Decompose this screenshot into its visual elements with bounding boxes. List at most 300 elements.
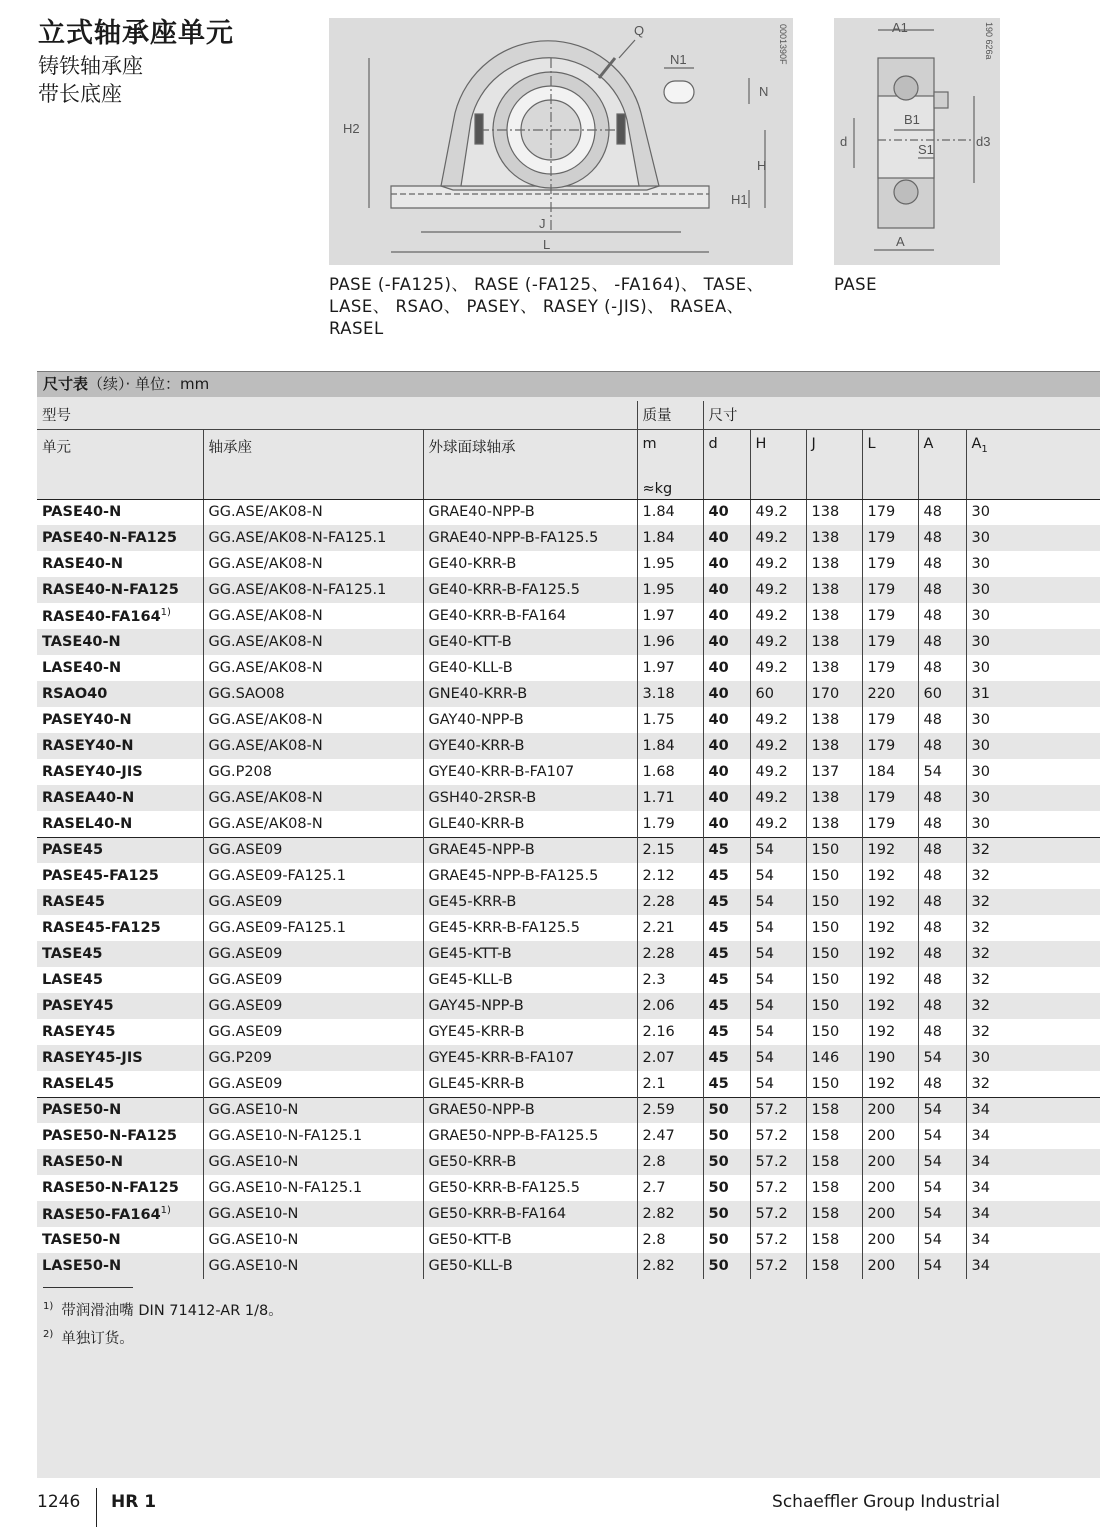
cell-housing: GG.ASE/AK08-N	[203, 707, 423, 733]
cell-h: 54	[750, 915, 806, 941]
cell-d: 45	[703, 837, 750, 863]
cell-a: 48	[918, 525, 966, 551]
page-number: 1246	[37, 1492, 81, 1512]
cell-d: 45	[703, 941, 750, 967]
cell-l: 179	[862, 525, 918, 551]
cell-h: 57.2	[750, 1201, 806, 1227]
cell-l: 192	[862, 915, 918, 941]
cell-m: 2.28	[637, 889, 703, 915]
footnote-2-mark: 2)	[43, 1328, 54, 1340]
cell-bearing: GLE40-KRR-B	[423, 811, 637, 837]
cell-a1: 30	[966, 577, 1100, 603]
cell-unit	[37, 759, 203, 785]
header-unit: 单元	[37, 429, 203, 469]
cell-l: 200	[862, 1097, 918, 1123]
table-row	[37, 603, 1100, 629]
cell-m: 1.84	[637, 525, 703, 551]
cell-l: 179	[862, 499, 918, 525]
cell-unit-text: RASEY45-JIS	[42, 1050, 143, 1066]
cell-l: 192	[862, 941, 918, 967]
cell-j: 138	[806, 603, 862, 629]
table-row	[37, 525, 1100, 551]
cell-bearing: GE45-KRR-B-FA125.5	[423, 915, 637, 941]
header-kg: ≈kg	[637, 469, 703, 499]
table-row	[37, 889, 1100, 915]
cell-j: 138	[806, 785, 862, 811]
header-housing: 轴承座	[203, 429, 423, 469]
footer-separator	[96, 1488, 97, 1527]
cell-j: 158	[806, 1253, 862, 1279]
footnote-2-text: 单独订货。	[61, 1330, 134, 1347]
cell-l: 179	[862, 811, 918, 837]
caption-line-1: PASE (-FA125)、 RASE (-FA125、 -FA164)、 TASE、	[329, 275, 764, 294]
cell-h: 57.2	[750, 1123, 806, 1149]
catalog-code: HR 1	[111, 1492, 157, 1512]
table-row	[37, 629, 1100, 655]
cell-a1: 30	[966, 629, 1100, 655]
cell-housing: GG.ASE09	[203, 993, 423, 1019]
cell-bearing: GNE40-KRR-B	[423, 681, 637, 707]
cell-j: 158	[806, 1123, 862, 1149]
header-A1-base: A	[971, 435, 982, 452]
cell-j: 138	[806, 525, 862, 551]
cell-a1: 34	[966, 1149, 1100, 1175]
table-row	[37, 811, 1100, 837]
cell-m: 2.1	[637, 1071, 703, 1097]
company-name: Schaeffler Group Industrial	[772, 1492, 1000, 1512]
label-n: N	[759, 84, 769, 99]
table-row	[37, 1175, 1100, 1201]
cell-d: 45	[703, 1045, 750, 1071]
cell-m: 1.96	[637, 629, 703, 655]
cell-h: 54	[750, 863, 806, 889]
cell-l: 192	[862, 889, 918, 915]
cell-h: 49.2	[750, 525, 806, 551]
cell-l: 179	[862, 577, 918, 603]
cell-j: 158	[806, 1149, 862, 1175]
label-q: Q	[634, 23, 645, 38]
table-row	[37, 1253, 1100, 1279]
section-view-drawing	[834, 18, 1000, 265]
cell-j: 138	[806, 577, 862, 603]
cell-h: 57.2	[750, 1097, 806, 1123]
cell-d: 40	[703, 499, 750, 525]
cell-a: 48	[918, 629, 966, 655]
cell-unit-text: RASEL40-N	[42, 815, 133, 832]
cell-m: 1.75	[637, 707, 703, 733]
pillow-block-svg	[329, 18, 793, 265]
header-bearing: 外球面球轴承	[423, 429, 637, 469]
cell-unit	[37, 681, 203, 707]
cell-l: 192	[862, 967, 918, 993]
cell-bearing: GYE45-KRR-B-FA107	[423, 1045, 637, 1071]
label-h1: H1	[731, 192, 748, 207]
cell-d: 50	[703, 1149, 750, 1175]
cell-unit	[37, 967, 203, 993]
cell-unit-text: RASE50-N-FA125	[42, 1180, 179, 1196]
cell-a: 54	[918, 1045, 966, 1071]
table-row	[37, 733, 1100, 759]
cell-l: 200	[862, 1227, 918, 1253]
cell-unit	[37, 1227, 203, 1253]
cell-m: 3.18	[637, 681, 703, 707]
table-banner-subtitle: （续）· 单位：mm	[88, 375, 210, 393]
cell-d: 40	[703, 629, 750, 655]
cell-j: 158	[806, 1227, 862, 1253]
drawing-code-right: 190 626a	[984, 22, 994, 60]
cell-d: 50	[703, 1123, 750, 1149]
table-row	[37, 967, 1100, 993]
cell-l: 190	[862, 1045, 918, 1071]
label-s1: S1	[918, 142, 934, 157]
cell-unit-text: TASE40-N	[42, 634, 121, 650]
cell-unit-text: LASE40-N	[42, 660, 122, 676]
cell-m: 1.79	[637, 811, 703, 837]
cell-a: 54	[918, 1097, 966, 1123]
cell-unit-text: PASE50-N-FA125	[42, 1128, 177, 1144]
cell-a1: 32	[966, 863, 1100, 889]
table-row	[37, 499, 1100, 525]
cell-housing: GG.P208	[203, 759, 423, 785]
cell-l: 179	[862, 707, 918, 733]
cell-unit	[37, 889, 203, 915]
footnote-ref: 1)	[160, 607, 171, 619]
label-n1: N1	[670, 52, 687, 67]
cell-d: 45	[703, 889, 750, 915]
cell-a1: 30	[966, 785, 1100, 811]
cell-a: 48	[918, 1071, 966, 1097]
cell-j: 138	[806, 733, 862, 759]
subtitle-line-2: 带长底座	[38, 82, 122, 106]
cell-l: 200	[862, 1149, 918, 1175]
cell-unit-text: RASE40-N-FA125	[42, 582, 179, 598]
cell-unit	[37, 1253, 203, 1279]
cell-bearing: GSH40-2RSR-B	[423, 785, 637, 811]
table-row	[37, 655, 1100, 681]
cell-unit-text: RASE50-N	[42, 1154, 124, 1170]
caption-line-3: RASEL	[329, 319, 384, 338]
cell-a: 48	[918, 1019, 966, 1045]
cell-unit-text: RASEY45	[42, 1024, 116, 1040]
cell-m: 1.95	[637, 577, 703, 603]
cell-m: 2.3	[637, 967, 703, 993]
cell-d: 40	[703, 525, 750, 551]
cell-m: 2.47	[637, 1123, 703, 1149]
cell-j: 138	[806, 811, 862, 837]
cell-l: 184	[862, 759, 918, 785]
label-h: H	[757, 158, 767, 173]
cell-bearing: GE40-KRR-B-FA125.5	[423, 577, 637, 603]
cell-a1: 34	[966, 1097, 1100, 1123]
cell-unit	[37, 499, 203, 525]
cell-a1: 32	[966, 889, 1100, 915]
table-row	[37, 551, 1100, 577]
cell-bearing: GRAE45-NPP-B	[423, 837, 637, 863]
cell-a1: 30	[966, 1045, 1100, 1071]
cell-bearing: GE45-KLL-B	[423, 967, 637, 993]
cell-housing: GG.ASE09-FA125.1	[203, 915, 423, 941]
table-row	[37, 1123, 1100, 1149]
caption-line-2: LASE、 RSAO、 PASEY、 RASEY (-JIS)、 RASEA、	[329, 297, 744, 316]
cell-a1: 31	[966, 681, 1100, 707]
cell-a: 48	[918, 655, 966, 681]
cell-j: 150	[806, 889, 862, 915]
cell-a: 48	[918, 577, 966, 603]
cell-a1: 32	[966, 1071, 1100, 1097]
cell-housing: GG.ASE09	[203, 1019, 423, 1045]
cell-bearing: GE50-KRR-B-FA164	[423, 1201, 637, 1227]
title-block	[38, 16, 234, 108]
cell-bearing: GE50-KLL-B	[423, 1253, 637, 1279]
cell-unit	[37, 863, 203, 889]
cell-a: 48	[918, 837, 966, 863]
cell-h: 54	[750, 1071, 806, 1097]
cell-d: 45	[703, 915, 750, 941]
cell-unit	[37, 733, 203, 759]
table-row	[37, 863, 1100, 889]
cell-h: 54	[750, 1045, 806, 1071]
table-row	[37, 1149, 1100, 1175]
cell-bearing: GRAE40-NPP-B	[423, 499, 637, 525]
cell-a1: 30	[966, 733, 1100, 759]
cell-a: 54	[918, 1175, 966, 1201]
cell-d: 45	[703, 1071, 750, 1097]
cell-unit-text: PASE50-N	[42, 1102, 122, 1119]
table-row	[37, 1201, 1100, 1227]
drawing-caption-left	[329, 274, 799, 340]
cell-j: 138	[806, 551, 862, 577]
cell-unit	[37, 1201, 203, 1227]
header-m: m	[637, 429, 703, 469]
table-row	[37, 1071, 1100, 1097]
table-row	[37, 785, 1100, 811]
cell-unit-text: LASE45	[42, 972, 103, 988]
cell-a1: 34	[966, 1227, 1100, 1253]
cell-j: 138	[806, 655, 862, 681]
cell-unit	[37, 941, 203, 967]
cell-a: 48	[918, 889, 966, 915]
cell-unit-text: LASE50-N	[42, 1258, 122, 1274]
cell-bearing: GE40-KTT-B	[423, 629, 637, 655]
footnote-2	[43, 1323, 283, 1351]
cell-a: 54	[918, 1149, 966, 1175]
cell-housing: GG.ASE09	[203, 967, 423, 993]
cell-housing: GG.P209	[203, 1045, 423, 1071]
cell-d: 40	[703, 707, 750, 733]
cell-unit	[37, 577, 203, 603]
cell-unit	[37, 707, 203, 733]
cell-a1: 32	[966, 967, 1100, 993]
cell-h: 49.2	[750, 759, 806, 785]
cell-bearing: GYE40-KRR-B-FA107	[423, 759, 637, 785]
cell-a: 48	[918, 941, 966, 967]
label-d3: d3	[976, 134, 991, 149]
cell-unit	[37, 1123, 203, 1149]
cell-a1: 30	[966, 655, 1100, 681]
cell-unit	[37, 993, 203, 1019]
cell-a: 48	[918, 967, 966, 993]
cell-housing: GG.ASE/AK08-N	[203, 785, 423, 811]
cell-bearing: GE45-KRR-B	[423, 889, 637, 915]
cell-bearing: GE40-KRR-B	[423, 551, 637, 577]
cell-unit-text: RASE45-FA125	[42, 920, 161, 936]
cell-a1: 32	[966, 993, 1100, 1019]
cell-bearing: GRAE40-NPP-B-FA125.5	[423, 525, 637, 551]
cell-a: 54	[918, 1253, 966, 1279]
cell-housing: GG.ASE/AK08-N-FA125.1	[203, 577, 423, 603]
cell-j: 150	[806, 941, 862, 967]
label-j: J	[539, 216, 546, 231]
cell-m: 2.28	[637, 941, 703, 967]
cell-m: 1.84	[637, 733, 703, 759]
table-row	[37, 681, 1100, 707]
cell-a1: 34	[966, 1201, 1100, 1227]
dimension-table-area	[37, 371, 1100, 1478]
footnotes	[43, 1295, 283, 1351]
cell-a: 48	[918, 733, 966, 759]
cell-m: 1.68	[637, 759, 703, 785]
cell-unit-text: RASE40-FA164	[42, 608, 161, 625]
cell-unit-text: PASEY40-N	[42, 712, 132, 728]
cell-a: 48	[918, 551, 966, 577]
cell-m: 2.15	[637, 837, 703, 863]
cell-l: 200	[862, 1253, 918, 1279]
cell-housing: GG.ASE10-N	[203, 1201, 423, 1227]
cell-m: 1.71	[637, 785, 703, 811]
cell-d: 45	[703, 993, 750, 1019]
header-L: L	[862, 429, 918, 469]
cell-unit	[37, 1175, 203, 1201]
cell-h: 49.2	[750, 577, 806, 603]
cell-l: 192	[862, 1071, 918, 1097]
cell-housing: GG.ASE/AK08-N	[203, 499, 423, 525]
cell-h: 54	[750, 967, 806, 993]
cell-d: 40	[703, 733, 750, 759]
cell-h: 49.2	[750, 707, 806, 733]
cell-h: 49.2	[750, 811, 806, 837]
cell-a1: 32	[966, 915, 1100, 941]
cell-a: 54	[918, 759, 966, 785]
cell-m: 1.97	[637, 603, 703, 629]
cell-d: 45	[703, 1019, 750, 1045]
header-J: J	[806, 429, 862, 469]
cell-m: 2.06	[637, 993, 703, 1019]
cell-h: 57.2	[750, 1253, 806, 1279]
cell-a: 48	[918, 785, 966, 811]
cell-l: 200	[862, 1123, 918, 1149]
cell-unit	[37, 837, 203, 863]
cell-j: 150	[806, 863, 862, 889]
cell-m: 2.12	[637, 863, 703, 889]
cell-unit-text: RASE45	[42, 894, 105, 910]
cell-housing: GG.ASE10-N-FA125.1	[203, 1123, 423, 1149]
cell-a1: 30	[966, 551, 1100, 577]
footnote-1	[43, 1295, 283, 1323]
table-row	[37, 941, 1100, 967]
cell-l: 200	[862, 1175, 918, 1201]
cell-bearing: GE50-KRR-B	[423, 1149, 637, 1175]
table-row	[37, 915, 1100, 941]
cell-a: 48	[918, 499, 966, 525]
cell-j: 150	[806, 993, 862, 1019]
label-a: A	[896, 234, 905, 249]
cell-h: 49.2	[750, 655, 806, 681]
cell-j: 150	[806, 1071, 862, 1097]
header-A1-sub: 1	[981, 443, 988, 455]
cell-d: 40	[703, 551, 750, 577]
cell-h: 49.2	[750, 785, 806, 811]
cell-m: 2.16	[637, 1019, 703, 1045]
cell-h: 54	[750, 1019, 806, 1045]
cell-bearing: GLE45-KRR-B	[423, 1071, 637, 1097]
cell-unit-text: PASE45-FA125	[42, 868, 159, 884]
cell-j: 146	[806, 1045, 862, 1071]
footnote-1-text: 带润滑油嘴 DIN 71412-AR 1/8。	[61, 1302, 283, 1319]
page-footer	[37, 1488, 1000, 1522]
footnote-rule	[43, 1287, 133, 1288]
drawing-caption-right: PASE	[834, 275, 878, 294]
cell-unit-text: RASEY40-JIS	[42, 764, 143, 780]
table-body	[37, 499, 1100, 1279]
table-row	[37, 993, 1100, 1019]
label-d: d	[840, 134, 848, 149]
header-H: H	[750, 429, 806, 469]
cell-h: 60	[750, 681, 806, 707]
dimension-table	[37, 401, 1100, 1279]
cell-l: 179	[862, 603, 918, 629]
cell-bearing: GYE45-KRR-B	[423, 1019, 637, 1045]
cell-h: 57.2	[750, 1227, 806, 1253]
cell-housing: GG.ASE/AK08-N-FA125.1	[203, 525, 423, 551]
cell-unit-text: TASE50-N	[42, 1232, 121, 1248]
cell-d: 50	[703, 1227, 750, 1253]
cell-unit-text: RASEL45	[42, 1075, 115, 1092]
cell-housing: GG.ASE/AK08-N	[203, 733, 423, 759]
cell-a1: 30	[966, 603, 1100, 629]
drawing-code-left: 0001390F	[778, 24, 788, 65]
cell-d: 50	[703, 1253, 750, 1279]
cell-h: 57.2	[750, 1149, 806, 1175]
cell-a1: 32	[966, 837, 1100, 863]
table-row	[37, 837, 1100, 863]
cell-housing: GG.ASE10-N	[203, 1149, 423, 1175]
cell-unit	[37, 1071, 203, 1097]
footnote-ref: 1)	[160, 1205, 171, 1217]
cell-a: 48	[918, 603, 966, 629]
cell-m: 1.95	[637, 551, 703, 577]
cell-housing: GG.ASE10-N-FA125.1	[203, 1175, 423, 1201]
cell-a1: 34	[966, 1253, 1100, 1279]
label-h2: H2	[343, 121, 360, 136]
cell-a1: 30	[966, 499, 1100, 525]
cell-l: 192	[862, 837, 918, 863]
cell-m: 2.21	[637, 915, 703, 941]
cell-j: 138	[806, 499, 862, 525]
table-row	[37, 577, 1100, 603]
pillow-block-drawing	[329, 18, 793, 265]
cell-d: 40	[703, 759, 750, 785]
cell-j: 150	[806, 915, 862, 941]
cell-j: 158	[806, 1175, 862, 1201]
cell-bearing: GE40-KLL-B	[423, 655, 637, 681]
cell-d: 50	[703, 1097, 750, 1123]
cell-h: 54	[750, 837, 806, 863]
footnote-1-mark: 1)	[43, 1301, 54, 1312]
table-header-row-1	[37, 401, 1100, 429]
cell-bearing: GRAE50-NPP-B	[423, 1097, 637, 1123]
cell-unit	[37, 1149, 203, 1175]
cell-l: 192	[862, 993, 918, 1019]
